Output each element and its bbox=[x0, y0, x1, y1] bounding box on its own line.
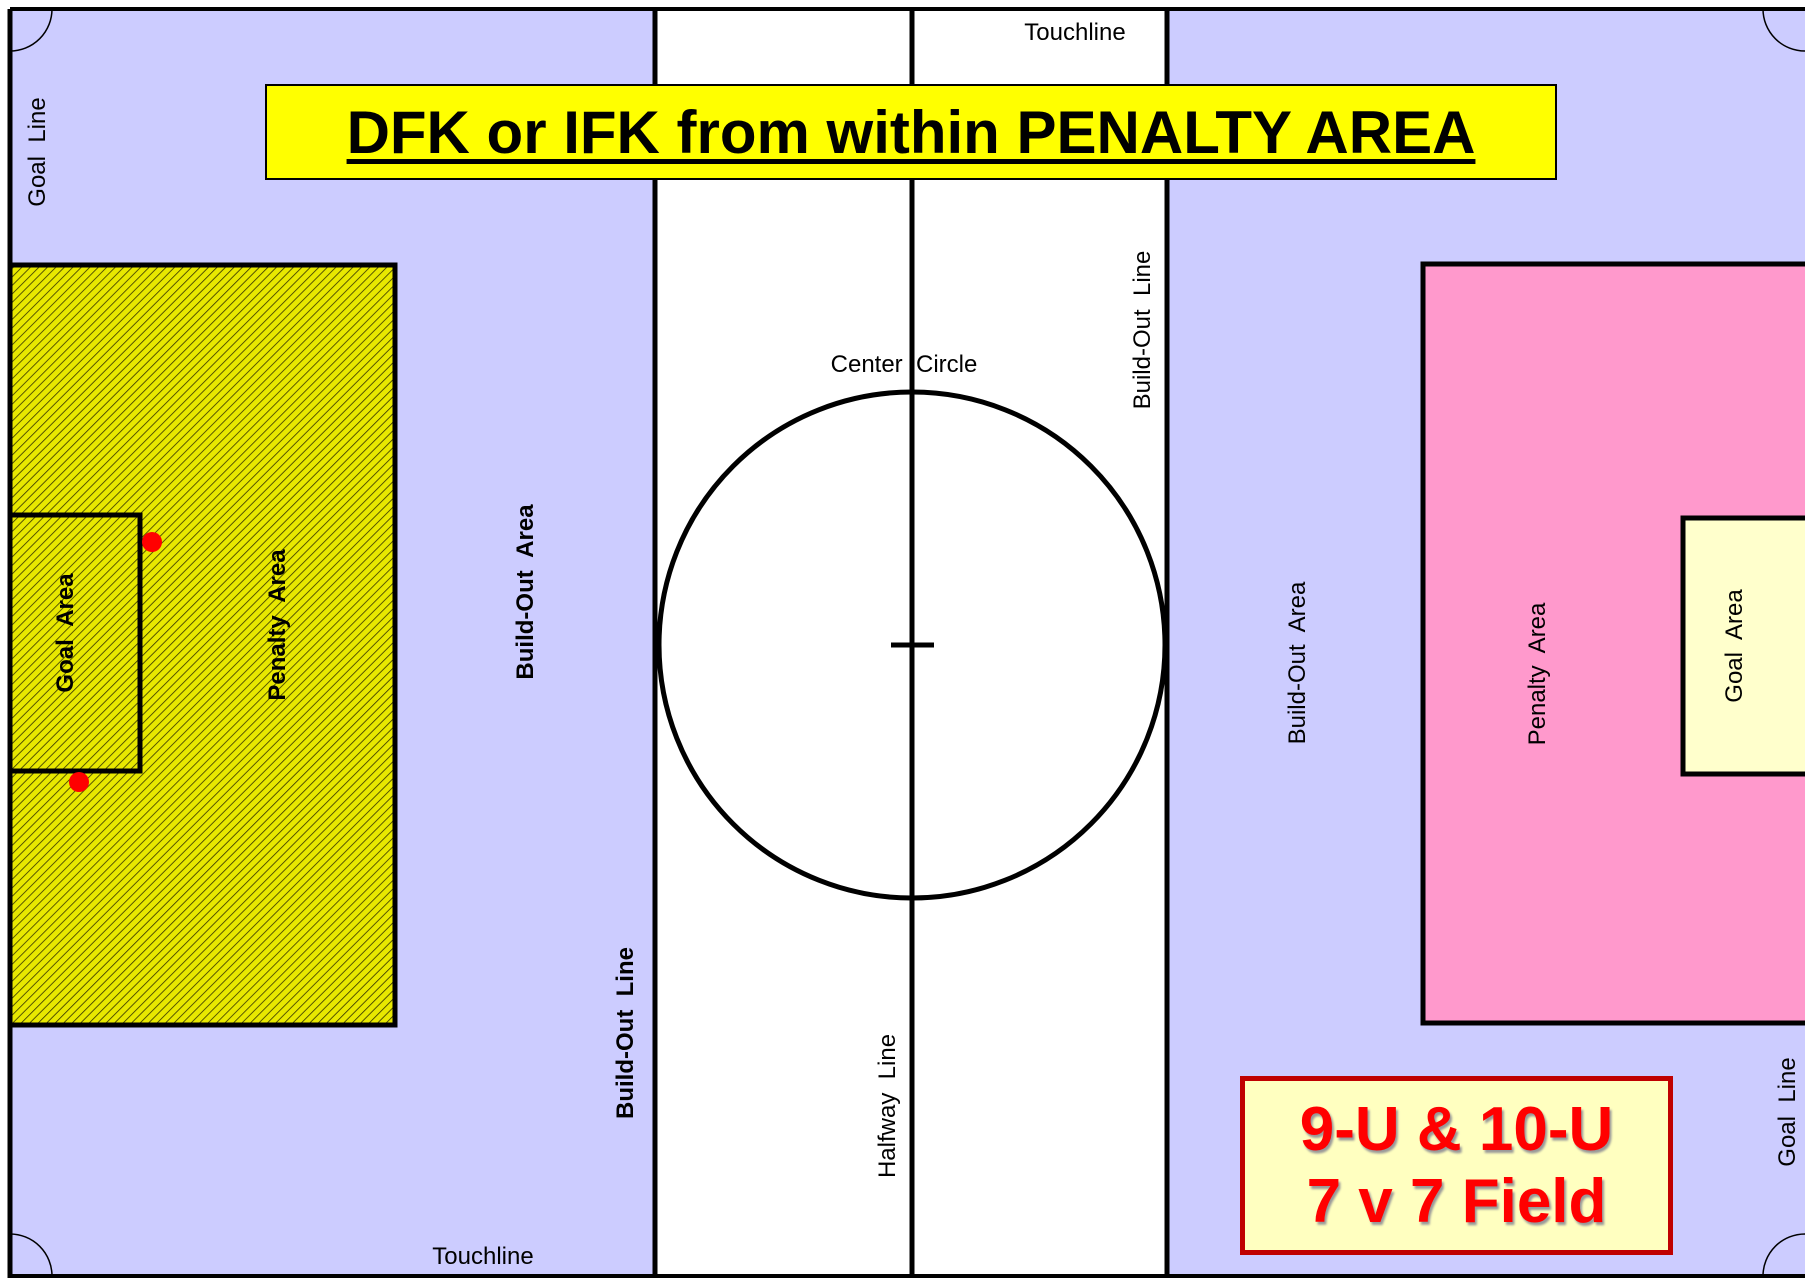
title-banner bbox=[265, 84, 1557, 180]
build-out-line-left-label: Build-Out Line bbox=[612, 947, 639, 1119]
build-out-area-right-label: Build-Out Area bbox=[1284, 581, 1311, 745]
field-format-label: 7 v 7 Field bbox=[1306, 1166, 1607, 1236]
goal-line-left-label: Goal Line bbox=[24, 97, 51, 207]
touchline-top-label: Touchline bbox=[1024, 19, 1126, 46]
touchline-bottom-label: Touchline bbox=[432, 1243, 534, 1270]
penalty-area-right-label: Penalty Area bbox=[1524, 602, 1551, 746]
center-circle-label: Center Circle bbox=[830, 351, 978, 378]
age-group-badge bbox=[1240, 1076, 1673, 1255]
ball-marker-lower bbox=[69, 772, 89, 792]
ball-marker-upper bbox=[142, 532, 162, 552]
goal-line-right-label: Goal Line bbox=[1774, 1057, 1801, 1167]
penalty-area-left-label: Penalty Area bbox=[264, 549, 291, 701]
age-group-label: 9-U & 10-U bbox=[1299, 1094, 1614, 1164]
build-out-area-left-label: Build-Out Area bbox=[512, 504, 539, 680]
halfway-line-label: Halfway Line bbox=[874, 1033, 901, 1179]
build-out-line-right-label: Build-Out Line bbox=[1129, 250, 1156, 410]
goal-area-left-label: Goal Area bbox=[52, 573, 79, 693]
diagram-title: DFK or IFK from within PENALTY AREA bbox=[346, 98, 1476, 166]
goal-area-right-label: Goal Area bbox=[1721, 589, 1748, 703]
